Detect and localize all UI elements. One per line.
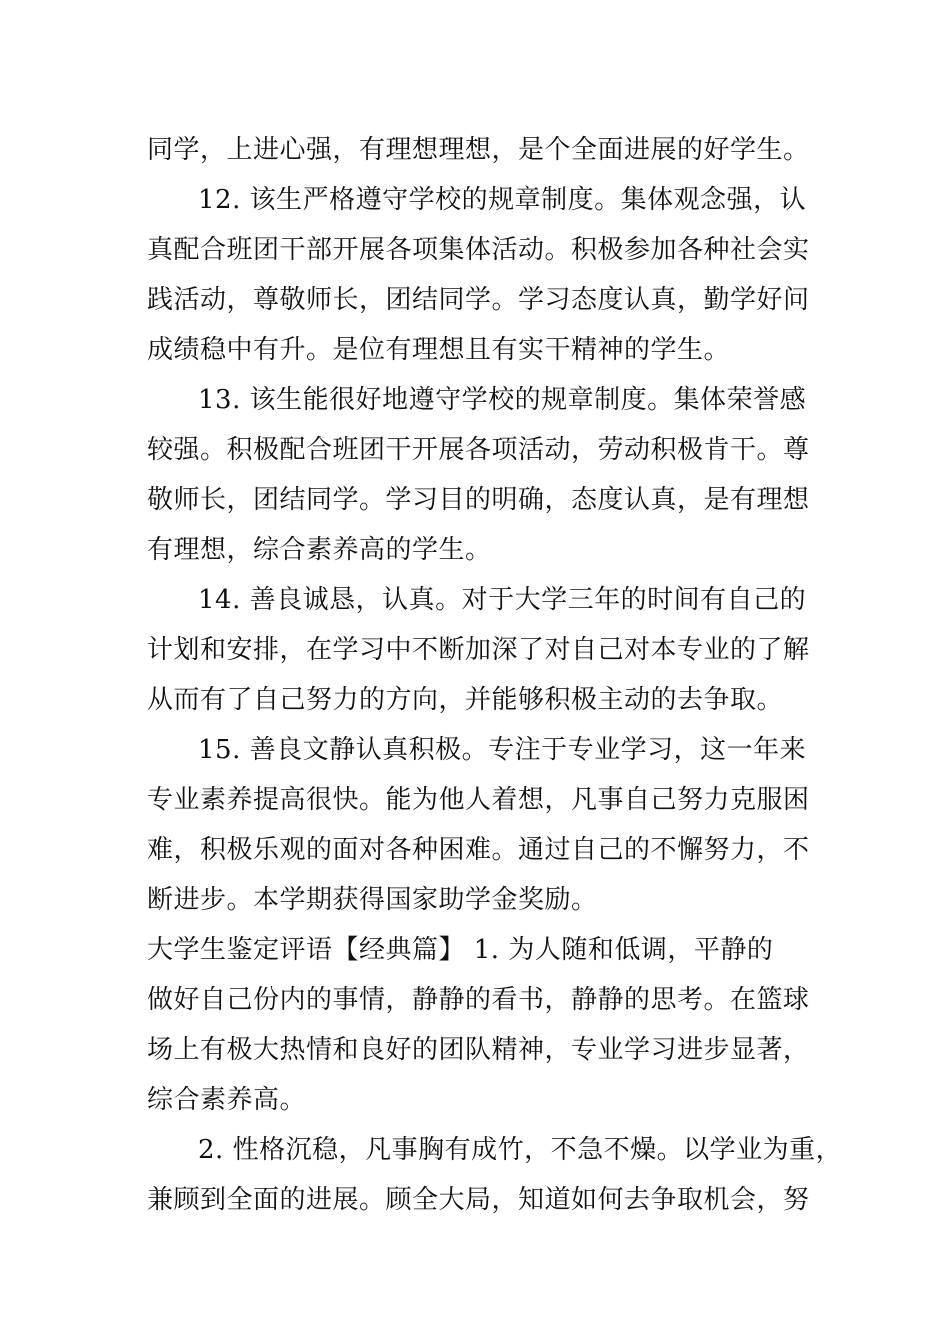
text-line: 综合素养高。 [147,1085,307,1115]
text-line: 有理想，综合素养高的学生。 [147,535,492,565]
text-line: 场上有极大热情和良好的团队精神，专业学习进步显著， [147,1035,810,1065]
section-heading-line: 大学生鉴定评语【经典篇】 1. 为人随和低调，平静的 [147,935,774,965]
text-line: 14. 善良诚恳，认真。对于大学三年的时间有自己的 [198,585,807,615]
text-line: 专业素养提高很快。能为他人着想，凡事自己努力克服困 [147,785,810,815]
text-line: 15. 善良文静认真积极。专注于专业学习，这一年来 [198,735,807,765]
text-line: 敬师长，团结同学。学习目的明确，态度认真，是有理想 [147,485,810,515]
text-line: 从而有了自己努力的方向，并能够积极主动的去争取。 [147,685,784,715]
text-line: 真配合班团干部开展各项集体活动。积极参加各种社会实 [147,235,810,265]
text-line: 兼顾到全面的进展。顾全大局，知道如何去争取机会，努 [147,1185,810,1215]
text-line: 断进步。本学期获得国家助学金奖励。 [147,885,598,915]
text-line: 12. 该生严格遵守学校的规章制度。集体观念强，认 [198,185,807,215]
text-line: 做好自己份内的事情，静静的看书，静静的思考。在篮球 [147,985,810,1015]
text-line: 难，积极乐观的面对各种困难。通过自己的不懈努力，不 [147,835,810,865]
text-line: 成绩稳中有升。是位有理想且有实干精神的学生。 [147,335,731,365]
text-line: 较强。积极配合班团干开展各项活动，劳动积极肯干。尊 [147,435,810,465]
text-line: 同学，上进心强，有理想理想，是个全面进展的好学生。 [147,135,810,165]
text-line: 践活动，尊敬师长，团结同学。学习态度认真，勤学好问 [147,285,810,315]
text-line: 计划和安排，在学习中不断加深了对自己对本专业的了解 [147,635,810,665]
text-line: 13. 该生能很好地遵守学校的规章制度。集体荣誉感 [198,385,807,415]
text-line: 2. 性格沉稳，凡事胸有成竹，不急不燥。以学业为重， [198,1135,843,1165]
